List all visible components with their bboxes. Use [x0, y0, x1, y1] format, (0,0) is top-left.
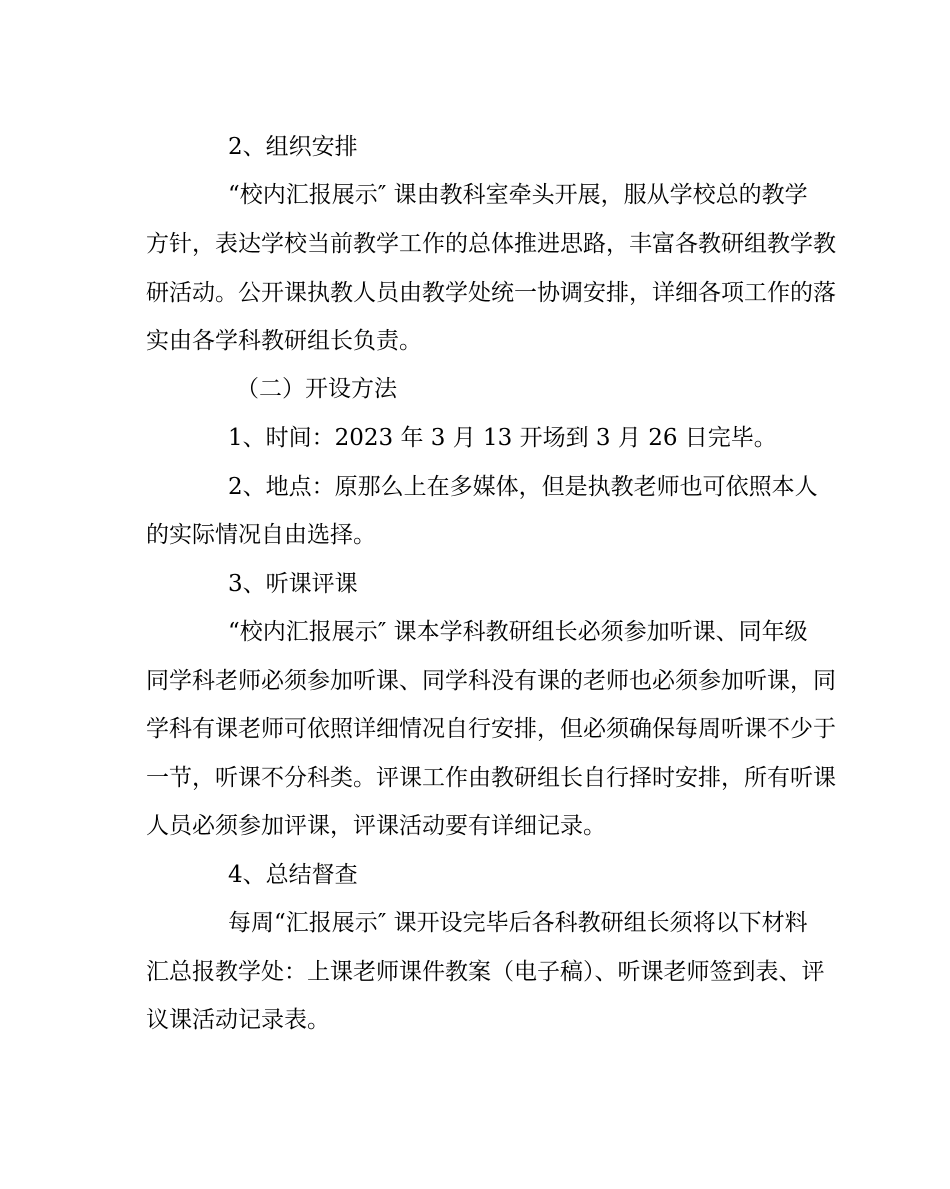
- paragraph-line: 学科有课老师可依照详细情况自行安排，但必须确保每周听课不少于: [146, 716, 836, 742]
- paragraph-line: 人员必须参加评课，评课活动要有详细记录。: [146, 813, 606, 839]
- paragraph-line: 一节，听课不分科类。评课工作由教研组长自行择时安排，所有听课: [146, 765, 836, 791]
- paragraph-line: 1、时间：2023 年 3 月 13 开场到 3 月 26 日完毕。: [228, 425, 777, 451]
- paragraph-line: 汇总报教学处：上课老师课件教案（电子稿）、听课老师签到表、评: [146, 959, 825, 985]
- section-heading: 2、组织安排: [228, 134, 358, 160]
- paragraph-line: 的实际情况自由选择。: [146, 522, 376, 548]
- paragraph-line: 议课活动记录表。: [146, 1007, 330, 1033]
- paragraph-line: 每周“汇报展示″ 课开设完毕后各科教研组长须将以下材料: [228, 910, 808, 936]
- paragraph-line: “校内汇报展示″ 课本学科教研组长必须参加听课、同年级: [228, 619, 808, 645]
- paragraph-line: “校内汇报展示″ 课由教科室牵头开展，服从学校总的教学: [228, 182, 808, 208]
- paragraph-line: 方针，表达学校当前教学工作的总体推进思路，丰富各教研组教学教: [146, 231, 836, 257]
- paragraph-line: 研活动。公开课执教人员由教学处统一协调安排，详细各项工作的落: [146, 280, 836, 306]
- section-heading: 4、总结督查: [228, 862, 358, 888]
- paragraph-line: 同学科老师必须参加听课、同学科没有课的老师也必须参加听课，同: [146, 668, 836, 694]
- section-heading: （二）开设方法: [236, 376, 397, 402]
- paragraph-line: 2、地点：原那么上在多媒体，但是执教老师也可依照本人: [228, 474, 818, 500]
- paragraph-line: 实由各学科教研组长负责。: [146, 328, 422, 354]
- section-heading: 3、听课评课: [228, 571, 358, 597]
